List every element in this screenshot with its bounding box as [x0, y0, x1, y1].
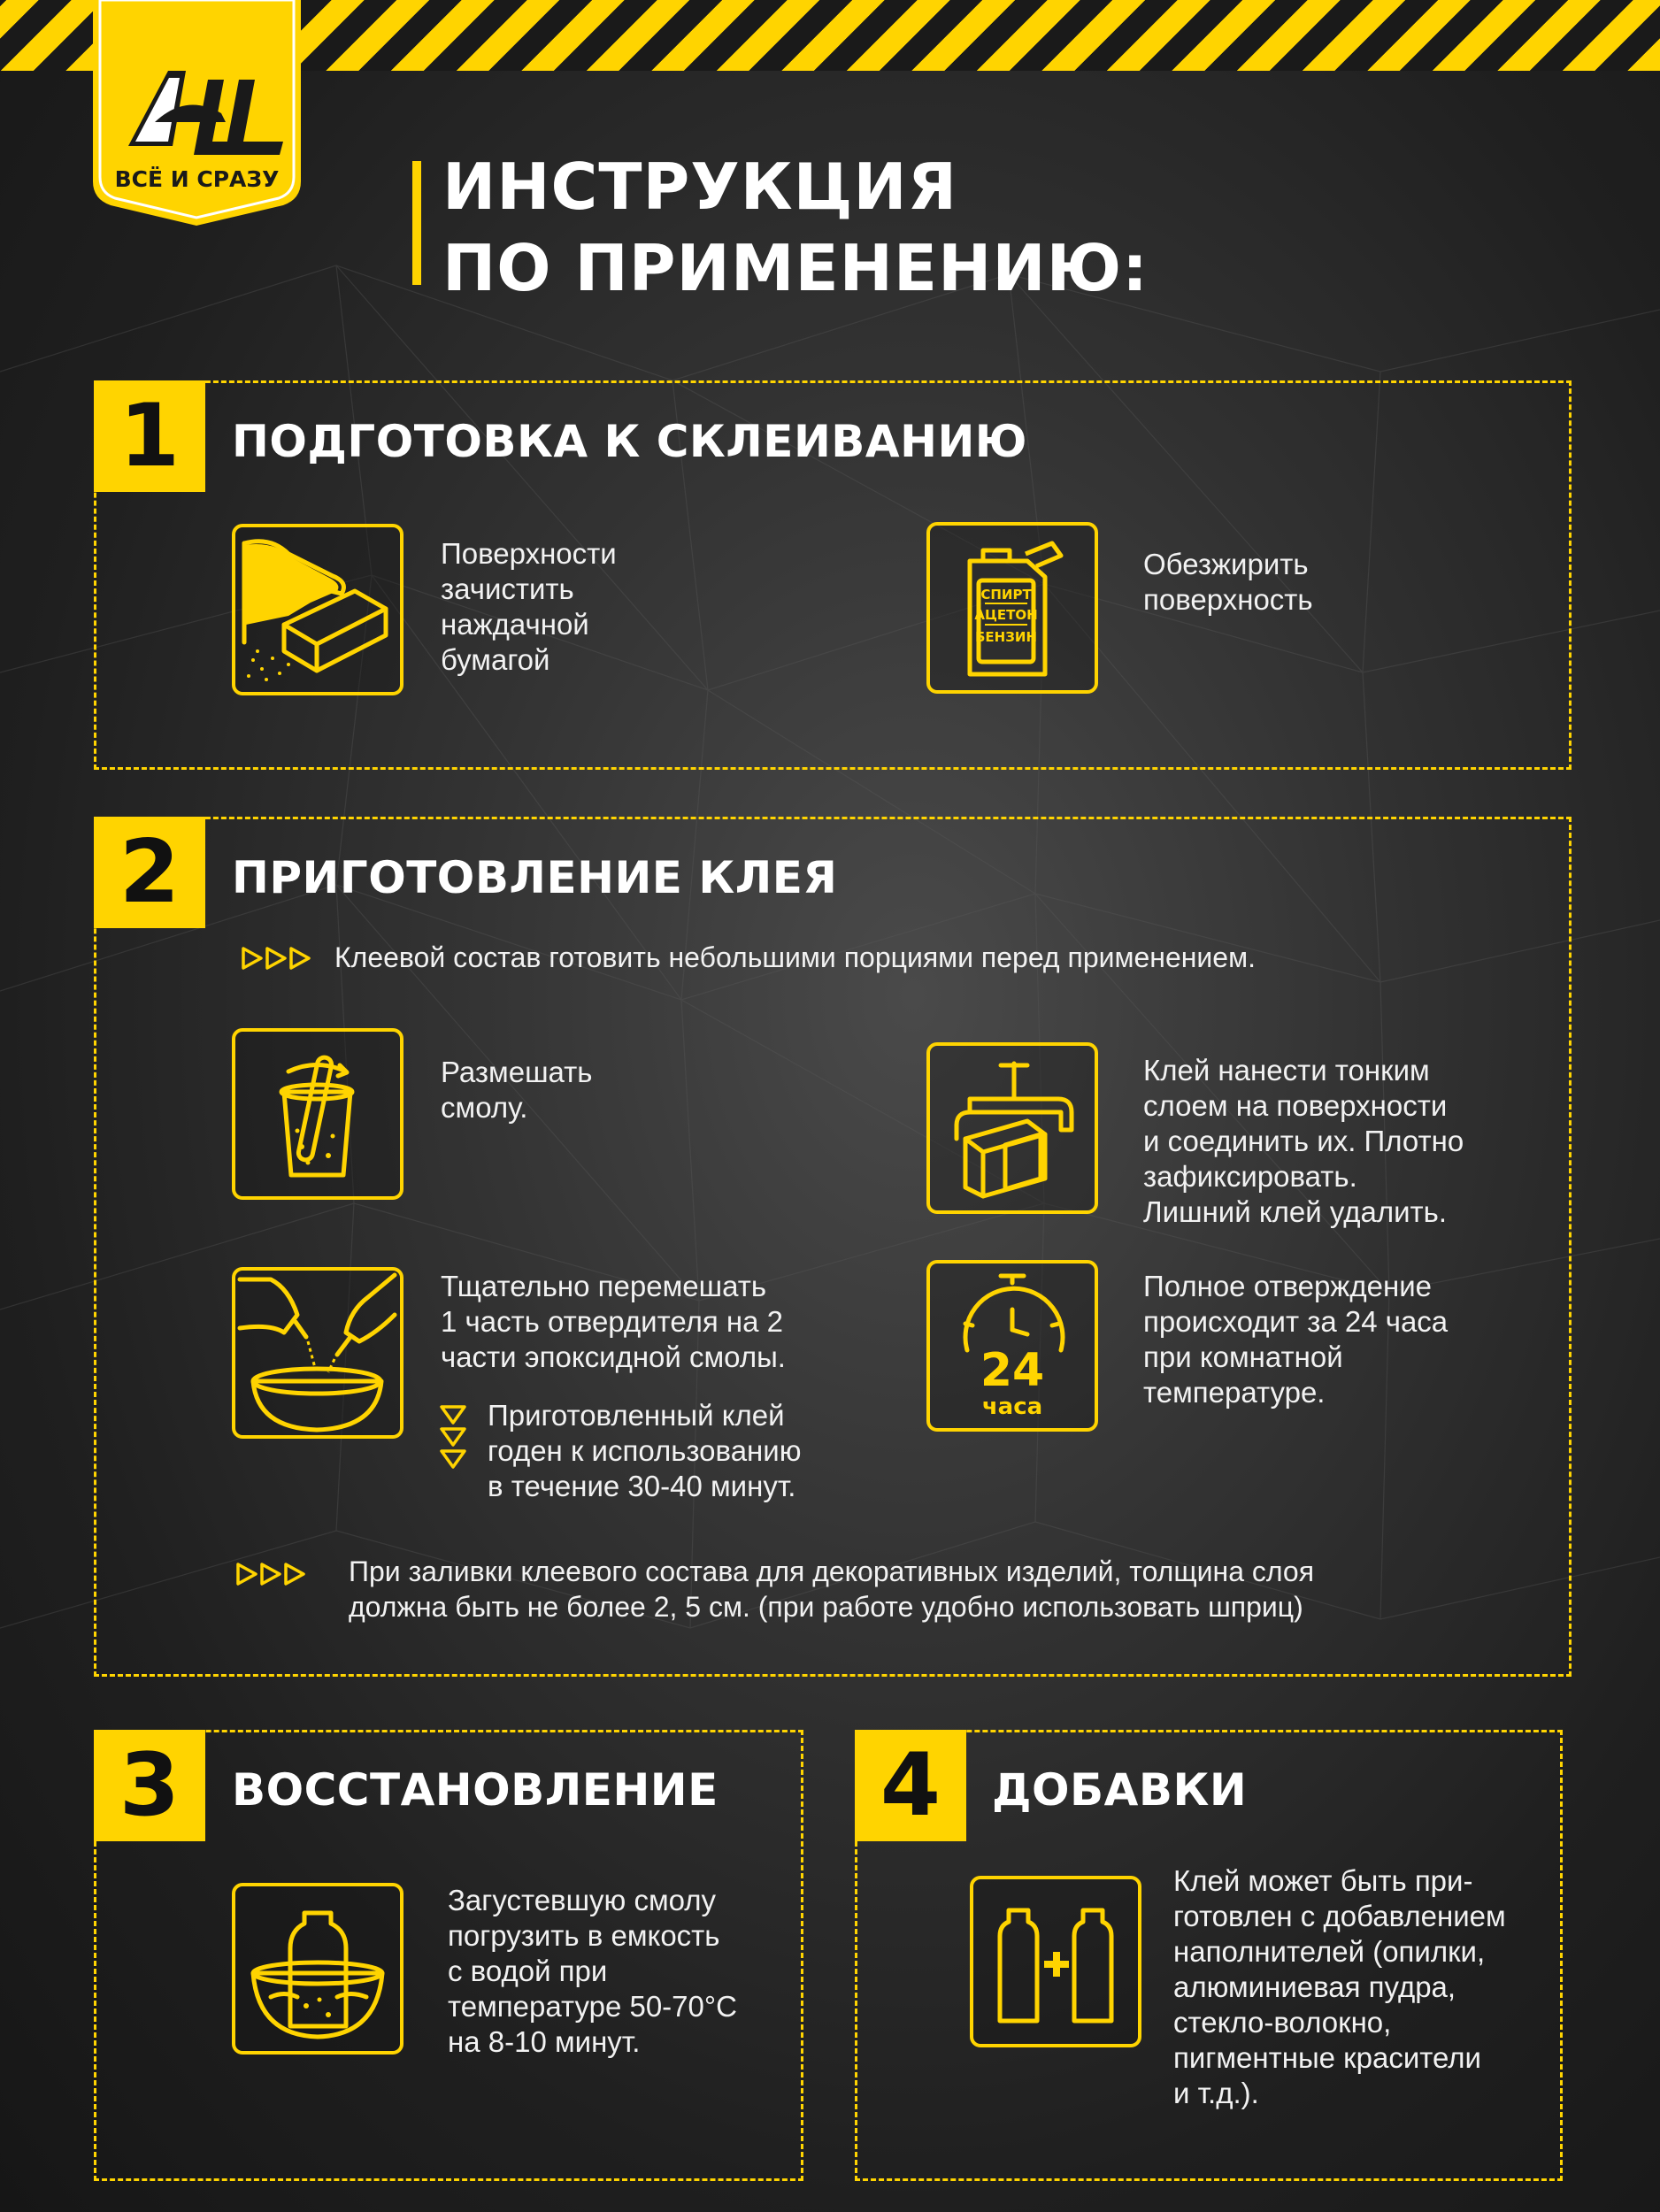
canister-label-1: СПИРТ	[980, 587, 1032, 603]
step-2-1-text: Размешать смолу.	[441, 1056, 593, 1124]
canister-label-2: АЦЕТОН	[974, 607, 1038, 623]
water-bath-icon	[232, 1883, 403, 2055]
section-4-title: ДОБАВКИ	[992, 1764, 1248, 1816]
section-2-note: При заливки клеевого состава для декоративных изделий, толщина слоя должна быть не более 2, 5 см. (при работе удобно использовать шприц)	[349, 1555, 1315, 1623]
triple-down-arrow-icon	[438, 1403, 468, 1472]
section-3-number: 3	[94, 1730, 205, 1841]
solvent-canister-icon	[926, 522, 1098, 694]
section-1-title: ПОДГОТОВКА К СКЛЕИВАНИЮ	[232, 416, 1027, 467]
page-title-line-1: ИНСТРУКЦИЯ	[442, 150, 958, 224]
step-4-1-text: Клей может быть при- готовлен с добавлением наполнителей (опилки, алюминиевая пудра, стекло-волокно, пигментные красители и т.д.).	[1173, 1864, 1506, 2109]
step-2-sub-note: Приготовленный клей годен к использованию в течение 30-40 минут.	[488, 1399, 802, 1502]
page-title	[442, 146, 1149, 309]
clock-24h-icon	[926, 1260, 1098, 1432]
section-3-title: ВОССТАНОВЛЕНИЕ	[232, 1764, 719, 1816]
triple-arrow-icon-2	[235, 1561, 308, 1587]
step-1-1-text: Поверхности зачистить наждачной бумагой	[441, 537, 617, 676]
section-1-number: 1	[94, 380, 205, 492]
two-bottles-plus-icon	[970, 1876, 1141, 2047]
section-2-title: ПРИГОТОВЛЕНИЕ КЛЕЯ	[232, 852, 838, 903]
canister-label-3: БЕНЗИН	[975, 629, 1037, 645]
step-3-1-text: Загустевшую смолу погрузить в емкость с водой при температуре 50-70°C на 8-10 минут.	[448, 1884, 737, 2058]
step-2-2-text: Клей нанести тонким слоем на поверхности и соединить их. Плотно зафиксировать. Лишний клей удалить.	[1143, 1054, 1464, 1228]
logo-tagline: ВСЁ И СРАЗУ	[114, 166, 280, 192]
clamp-icon	[926, 1042, 1098, 1214]
sanding-sponge-icon	[232, 524, 403, 695]
stirring-cup-icon	[232, 1028, 403, 1200]
mixing-bowl-icon	[232, 1267, 403, 1439]
clock-unit: часа	[981, 1394, 1043, 1420]
section-2-intro: Клеевой состав готовить небольшими порциями перед применением.	[334, 941, 1256, 973]
step-2-3-text: Тщательно перемешать 1 часть отвердителя на 2 части эпоксидной смолы.	[441, 1270, 786, 1373]
step-2-4-text: Полное отверждение происходит за 24 часа при комнатной температуре.	[1143, 1270, 1449, 1409]
clock-number: 24	[980, 1344, 1045, 1397]
triple-arrow-icon	[241, 945, 313, 972]
page-title-line-2: ПО ПРИМЕНЕНИЮ:	[442, 231, 1149, 305]
section-4-number: 4	[855, 1730, 966, 1841]
section-2-number: 2	[94, 817, 205, 928]
step-1-2-text: Обезжирить поверхность	[1143, 548, 1313, 616]
title-accent-bar	[412, 161, 421, 285]
